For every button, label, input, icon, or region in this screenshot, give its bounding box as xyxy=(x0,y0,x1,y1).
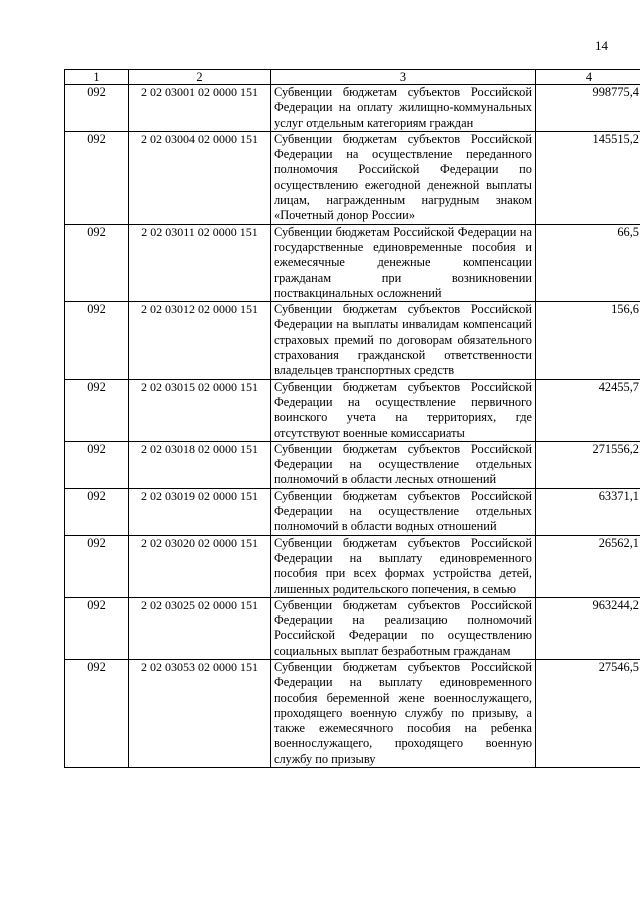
budget-code-cell: 2 02 03011 02 0000 151 xyxy=(129,224,271,301)
description-cell: Субвенции бюджетам субъектов Российской Федерации на осуществление переданного полномочия Российской Федерации по осуществлению ежегодной денежной выплаты лицам, награжденным нагрудным знаком «Почетный донор России» xyxy=(271,131,536,224)
column-header-4: 4 xyxy=(536,70,640,85)
table-row xyxy=(65,441,640,488)
column-header-3: 3 xyxy=(271,70,536,85)
amount-cell: 998775,4 xyxy=(536,85,640,132)
table-header-row xyxy=(65,70,640,85)
table-row xyxy=(65,131,640,224)
table-row xyxy=(65,224,640,301)
admin-code-cell: 092 xyxy=(65,85,129,132)
budget-code-cell: 2 02 03053 02 0000 151 xyxy=(129,659,271,767)
budget-table xyxy=(64,69,640,768)
description-cell: Субвенции бюджетам Российской Федерации на государственные единовременные пособия и ежемесячные денежные компенсации гражданам при возникновении поствакцинальных осложнений xyxy=(271,224,536,301)
table-row xyxy=(65,85,640,132)
column-header-1: 1 xyxy=(65,70,129,85)
table-row xyxy=(65,302,640,379)
amount-cell: 271556,2 xyxy=(536,441,640,488)
admin-code-cell: 092 xyxy=(65,131,129,224)
description-cell: Субвенции бюджетам субъектов Российской Федерации на реализацию полномочий Российской Федерации по осуществлению социальных выплат безработным гражданам xyxy=(271,597,536,659)
amount-cell: 63371,1 xyxy=(536,488,640,535)
admin-code-cell: 092 xyxy=(65,379,129,441)
description-cell: Субвенции бюджетам субъектов Российской Федерации на выплату единовременного пособия при всех формах устройства детей, лишенных родительского попечения, в семью xyxy=(271,535,536,597)
page-number: 14 xyxy=(595,38,608,53)
budget-code-cell: 2 02 03025 02 0000 151 xyxy=(129,597,271,659)
description-cell: Субвенции бюджетам субъектов Российской Федерации на выплаты инвалидам компенсаций страховых премий по договорам обязательного страхования гражданской ответственности владельцев транспортных средств xyxy=(271,302,536,379)
description-cell: Субвенции бюджетам субъектов Российской Федерации на осуществление первичного воинского учета на территориях, где отсутствуют военные комиссариаты xyxy=(271,379,536,441)
amount-cell: 26562,1 xyxy=(536,535,640,597)
budget-code-cell: 2 02 03012 02 0000 151 xyxy=(129,302,271,379)
amount-cell: 963244,2 xyxy=(536,597,640,659)
admin-code-cell: 092 xyxy=(65,535,129,597)
admin-code-cell: 092 xyxy=(65,488,129,535)
description-cell: Субвенции бюджетам субъектов Российской Федерации на осуществление отдельных полномочий в области лесных отношений xyxy=(271,441,536,488)
budget-code-cell: 2 02 03018 02 0000 151 xyxy=(129,441,271,488)
column-header-2: 2 xyxy=(129,70,271,85)
amount-cell: 42455,7 xyxy=(536,379,640,441)
budget-code-cell: 2 02 03004 02 0000 151 xyxy=(129,131,271,224)
description-cell: Субвенции бюджетам субъектов Российской Федерации на оплату жилищно-коммунальных услуг отдельным категориям граждан xyxy=(271,85,536,132)
description-cell: Субвенции бюджетам субъектов Российской Федерации на осуществление отдельных полномочий в области водных отношений xyxy=(271,488,536,535)
admin-code-cell: 092 xyxy=(65,659,129,767)
description-cell: Субвенции бюджетам субъектов Российской Федерации на выплату единовременного пособия беременной жене военнослужащего, проходящего военную службу по призыву, а также ежемесячного пособия на ребенка военнослужащего, проходящего военную службу по призыву xyxy=(271,659,536,767)
admin-code-cell: 092 xyxy=(65,441,129,488)
budget-code-cell: 2 02 03015 02 0000 151 xyxy=(129,379,271,441)
table-row xyxy=(65,659,640,767)
amount-cell: 66,5 xyxy=(536,224,640,301)
table-row xyxy=(65,535,640,597)
budget-code-cell: 2 02 03020 02 0000 151 xyxy=(129,535,271,597)
admin-code-cell: 092 xyxy=(65,224,129,301)
amount-cell: 27546,5 xyxy=(536,659,640,767)
amount-cell: 145515,2 xyxy=(536,131,640,224)
budget-code-cell: 2 02 03001 02 0000 151 xyxy=(129,85,271,132)
table-row xyxy=(65,488,640,535)
admin-code-cell: 092 xyxy=(65,597,129,659)
amount-cell: 156,6 xyxy=(536,302,640,379)
budget-code-cell: 2 02 03019 02 0000 151 xyxy=(129,488,271,535)
table-row xyxy=(65,597,640,659)
table-row xyxy=(65,379,640,441)
admin-code-cell: 092 xyxy=(65,302,129,379)
